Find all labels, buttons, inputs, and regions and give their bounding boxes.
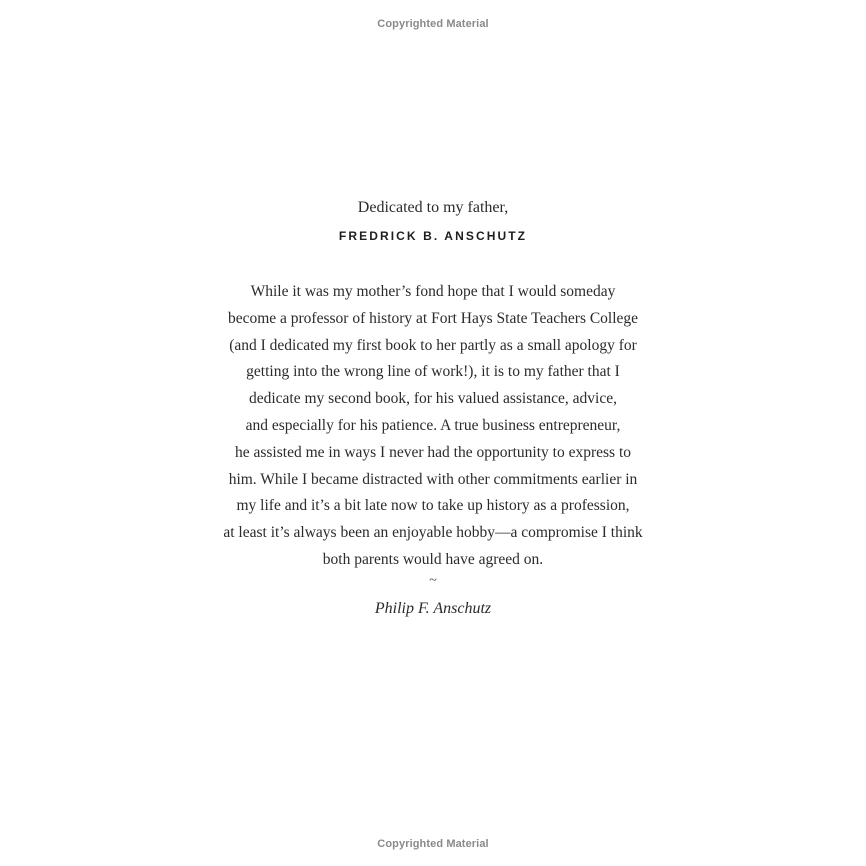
paragraph-line: (and I dedicated my first book to her partly as a small apology for (229, 336, 637, 354)
author-signature: Philip F. Anschutz (374, 600, 492, 617)
paragraph-line: While it was my mother’s fond hope that I would someday (250, 283, 616, 300)
paragraph-line: getting into the wrong line of work!), it is to my father that I (246, 363, 620, 381)
paragraph-line: become a professor of history at Fort Hays State Teachers College (227, 309, 639, 327)
dedicatee-name: FREDRICK B. ANSCHUTZ (338, 229, 528, 243)
paragraph-line: and especially for his patience. A true business entrepreneur, (245, 416, 621, 434)
paragraph-line: dedicate my second book, for his valued assistance, advice, (248, 390, 617, 408)
copyright-notice-top: Copyrighted Material (377, 18, 489, 30)
separator-tilde: ~ (429, 573, 437, 588)
paragraph-line: at least it’s always been an enjoyable hobby—a compromise I think (223, 524, 643, 542)
dedication-paragraph (0, 279, 866, 574)
paragraph-line: him. While I became distracted with other commitments earlier in (228, 470, 638, 488)
paragraph-line: my life and it’s a bit late now to take up history as a profession, (236, 497, 630, 515)
copyright-notice-bottom: Copyrighted Material (377, 838, 489, 850)
paragraph-line: he assisted me in ways I never had the opportunity to express to (234, 443, 632, 461)
paragraph-line: both parents would have agreed on. (322, 550, 544, 568)
dedication-intro: Dedicated to my father, (357, 199, 509, 216)
